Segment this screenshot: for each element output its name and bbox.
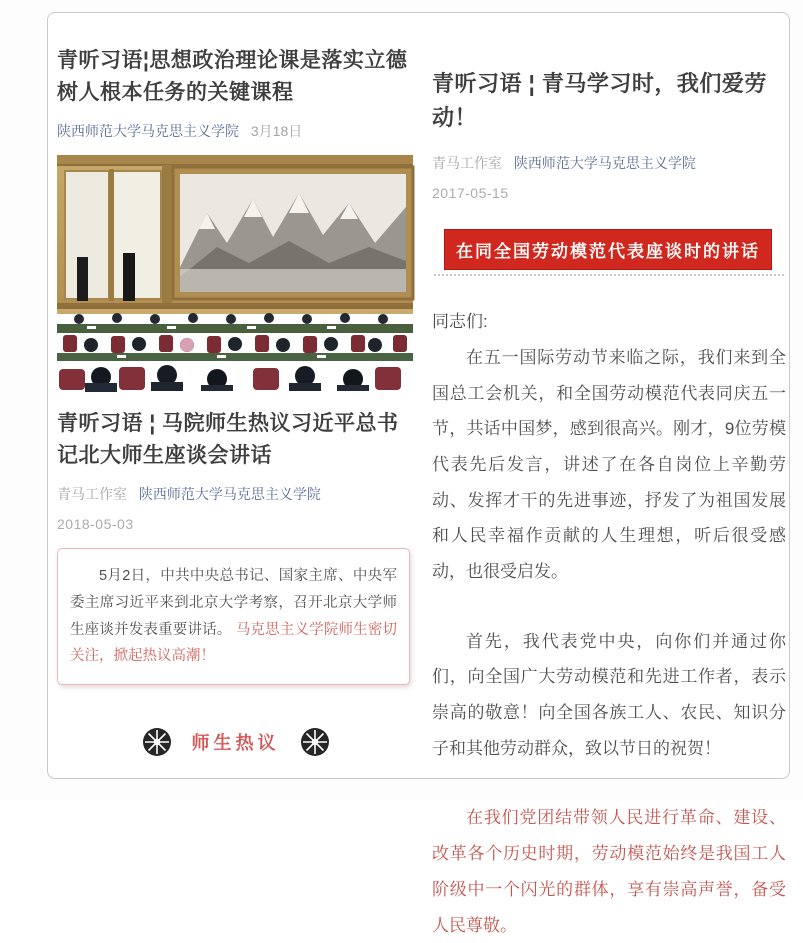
- quote-text-black: 5月2日，中共中央总书记、国家主席、中央军委主席习近平来到北京大学考察，召开北京大学师生座谈并发表重要讲话。: [70, 568, 397, 638]
- article3-source-link[interactable]: 陕西师范大学马克思主义学院: [513, 155, 696, 172]
- badge-label: 师生热议: [191, 733, 280, 754]
- meeting-hall-photo: [57, 155, 413, 390]
- article2-date: 2018-05-03: [57, 516, 134, 532]
- salutation: 同志们:: [432, 312, 488, 332]
- speech-title-banner: 在同全国劳动模范代表座谈时的讲话: [444, 229, 772, 270]
- quote-box: [57, 548, 410, 685]
- article1-title: 青听习语¦思想政治理论课是落实立德树人根本任务的关键课程: [57, 49, 408, 104]
- wheel-coin-icon: [142, 727, 172, 757]
- paragraph-red: 在我们党团结带领人民进行革命、建设、改革各个历史时期，劳动模范始终是我国工人阶级中一个闪光的群体，享有崇高声誉，备受人民尊敬。: [432, 808, 786, 935]
- content-card: [47, 12, 790, 935]
- article1-source-link[interactable]: 陕西师范大学马克思主义学院: [57, 123, 239, 139]
- paragraph-1: 在五一国际劳动节来临之际，我们来到全国总工会机关，和全国劳动模范代表同庆五一节，共话中国梦，感到很高兴。刚才，9位劳模代表先后发言，讲述了在各自岗位上辛勤劳动、发挥才干的先进事迹，抒发了为祖国发展和人民幸福作贡献的人生理想，听后很受感动，也很受启发。: [432, 347, 786, 581]
- article1-date: 3月18日: [250, 123, 303, 139]
- dotted-divider: [434, 274, 784, 276]
- article2-meta: [57, 484, 414, 504]
- article2-source-link[interactable]: 陕西师范大学马克思主义学院: [138, 486, 321, 502]
- article3-date: 2017-05-15: [432, 185, 509, 202]
- article1-meta: [57, 121, 414, 141]
- article3-title: 青听习语 ¦ 青马学习时，我们爱劳动！: [432, 71, 767, 131]
- wheel-coin-icon: [300, 727, 330, 757]
- quote-text-red: 马克思主义学院师生密切关注，掀起热议高潮！: [70, 621, 398, 665]
- right-column: [432, 67, 786, 943]
- article2-title: 青听习语 ¦ 马院师生热议习近平总书记北大师生座谈会讲话: [57, 412, 399, 467]
- badge-row: [57, 727, 414, 757]
- left-column: [57, 45, 414, 757]
- article3-author: 青马工作室: [432, 155, 502, 172]
- paragraph-2: 首先，我代表党中央，向你们并通过你们，向全国广大劳动模范和先进工作者，表示崇高的敬意！向全国各族工人、农民、知识分子和其他劳动群众，致以节日的祝贺！: [432, 631, 786, 758]
- article3-meta: [432, 153, 786, 173]
- speech-body: [432, 304, 786, 943]
- article2-author: 青马工作室: [57, 486, 127, 502]
